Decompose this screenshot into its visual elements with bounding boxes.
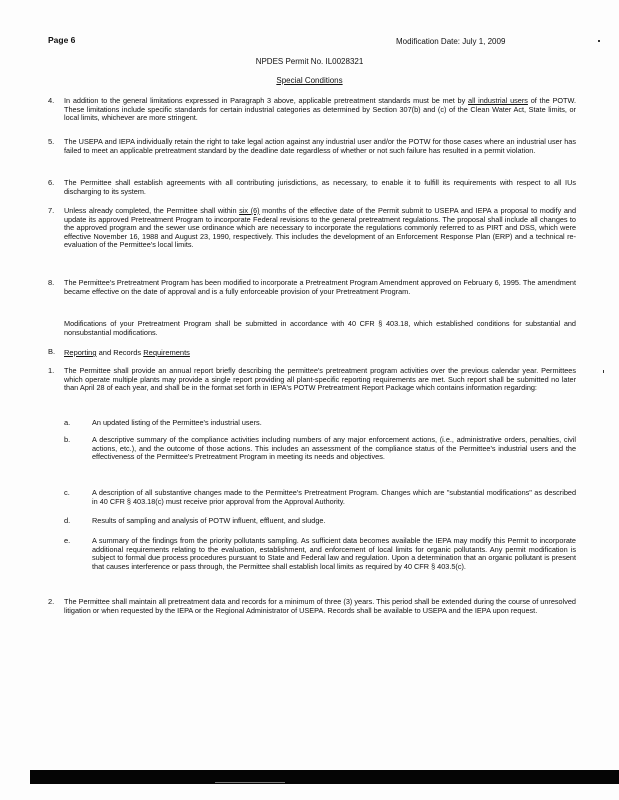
b-item-1-paragraph: The Permittee shall provide an annual report briefly describing the permittee's pretreatment program activities over the previous calendar year. Permittees which operate multiple plants may provide a single report providing all plant-specific reporting requirements are met. Such report shall be submitted no later than April 28 of each year, and shall be in the format set forth in IEPA's POTW Pretreatment Report Package which contains information regarding: bbox=[64, 366, 576, 393]
item-5-number: 5. bbox=[48, 137, 55, 146]
b-item-1-number: 1. bbox=[48, 366, 55, 375]
subitem-c-letter: c. bbox=[64, 488, 70, 497]
item-4-paragraph bbox=[64, 97, 576, 123]
subitem-d-letter: d. bbox=[64, 516, 71, 525]
permit-number: NPDES Permit No. IL0028321 bbox=[255, 57, 364, 66]
section-b-title-a: Reporting bbox=[64, 348, 97, 357]
b-item-2-paragraph: The Permittee shall maintain all pretreatment data and records for a minimum of three (3) years. This period shall be extended during the course of unresolved litigation or when requested by the IEPA or the Regional Administrator of USEPA. Records shall be available to USEPA and the IEPA upon request. bbox=[64, 597, 576, 615]
item-4-text-a: In addition to the general limitations expressed in Paragraph 3 above, applicable pretreatment standards must be met by bbox=[64, 96, 469, 105]
section-b-letter: B. bbox=[48, 347, 56, 356]
subitem-e-letter: e. bbox=[64, 536, 71, 545]
subitem-a-letter: a. bbox=[64, 418, 71, 427]
item-7-text-a: Unless already completed, the Permittee shall within bbox=[64, 206, 240, 215]
item-4-number: 4. bbox=[48, 96, 55, 105]
item-4-text-b: of the POTW. These limitations include specific standards for certain industrial categories as determined by Section 307(b) and (c) of the Clean Water Act, State limits, or local limits, whichever are more stringent. bbox=[64, 96, 576, 123]
page-number: Page 6 bbox=[48, 35, 76, 45]
scan-speck bbox=[598, 40, 600, 42]
item-7-text-underlined: six (6) bbox=[239, 206, 260, 215]
item-4-text-underlined: all industrial users bbox=[468, 96, 528, 105]
subitem-d-text: Results of sampling and analysis of POTW influent, effluent, and sludge. bbox=[92, 516, 326, 525]
b-item-2-number: 2. bbox=[48, 597, 55, 606]
subitem-b-letter: b. bbox=[64, 435, 71, 444]
subitem-b-text: A descriptive summary of the compliance activities including numbers of any major enforcement actions, (i.e., administrative orders, penalties, civil actions, etc.), and the outcome of those actions. This includes an assessment of the compliance status of the Permittee's industrial users and the effectiveness of the Permittee's Pretreatment Program in meeting its needs and objectives. bbox=[92, 435, 576, 462]
item-6-paragraph: The Permittee shall establish agreements with all contributing jurisdictions, as necessary, to enable it to fulfill its requirements with respect to all IUs discharging to its system. bbox=[64, 178, 576, 196]
item-8-number: 8. bbox=[48, 278, 55, 287]
item-8-paragraph: The Permittee's Pretreatment Program has been modified to incorporate a Pretreatment Program Amendment approved on February 6, 1995. The amendment became effective on the date of approval and is a fully enforceable provision of your Pretreatment Program. bbox=[64, 278, 576, 296]
item-7-text-b: months of the effective date of the Permit submit to USEPA and IEPA a proposal to modify and update its approved Pretreatment Program to incorporate Federal revisions to the general pretreatment regulations. The proposal shall include all changes to the approved program and the sewer use ordinance which are necessary to incorporate the regulations commonly referred to as PIRT and DSS, which were effective November 16, 1988 and August 23, 1990, respectively. This includes the development of an Enforcement Response Plan (ERP) and a technical re-evaluation of the Permittee's local limits. bbox=[64, 206, 576, 250]
scan-bottom-mark bbox=[215, 782, 285, 783]
subitem-a-text: An updated listing of the Permittee's industrial users. bbox=[92, 418, 262, 427]
section-b-title bbox=[64, 348, 190, 357]
subitem-c-text: A description of all substantive changes made to the Permittee's Pretreatment Program. Changes which are "substantial modifications" as described in 40 CFR § 403.18(c) must receive prior approval from the Approval Authority. bbox=[92, 488, 576, 506]
subitem-e-text: A summary of the findings from the priority pollutants sampling. As sufficient data becomes available the IEPA may modify this Permit to incorporate additional requirements relating to the evaluation, establishment, and enforcement of local limits for organic pollutants. Any permit modification is subject to formal due process procedures pursuant to State and Federal law and regulation. Upon a determination that an organic pollutant is present that causes interference or pass through, the Permittee shall establish local limits as required by 40 CFR § 403.5(c). bbox=[92, 536, 576, 571]
item-6-number: 6. bbox=[48, 178, 55, 187]
item-7-paragraph bbox=[64, 207, 576, 250]
special-conditions-title: Special Conditions bbox=[276, 76, 343, 85]
scan-speck bbox=[603, 370, 604, 373]
modification-date: Modification Date: July 1, 2009 bbox=[396, 37, 506, 46]
item-8-modifications-paragraph: Modifications of your Pretreatment Program shall be submitted in accordance with 40 CFR § 403.18, which established conditions for substantial and nonsubstantial modifications. bbox=[64, 319, 576, 337]
section-b-title-b: Requirements bbox=[143, 348, 190, 357]
item-7-number: 7. bbox=[48, 206, 55, 215]
item-5-paragraph: The USEPA and IEPA individually retain the right to take legal action against any industrial user and/or the POTW for those cases where an industrial user has failed to meet an applicable pretreatment standard by the deadline date regardless of whether or not such failure has resulted in a permit violation. bbox=[64, 137, 576, 155]
scan-bottom-edge bbox=[30, 770, 619, 784]
section-b-title-mid: and Records bbox=[96, 348, 144, 357]
